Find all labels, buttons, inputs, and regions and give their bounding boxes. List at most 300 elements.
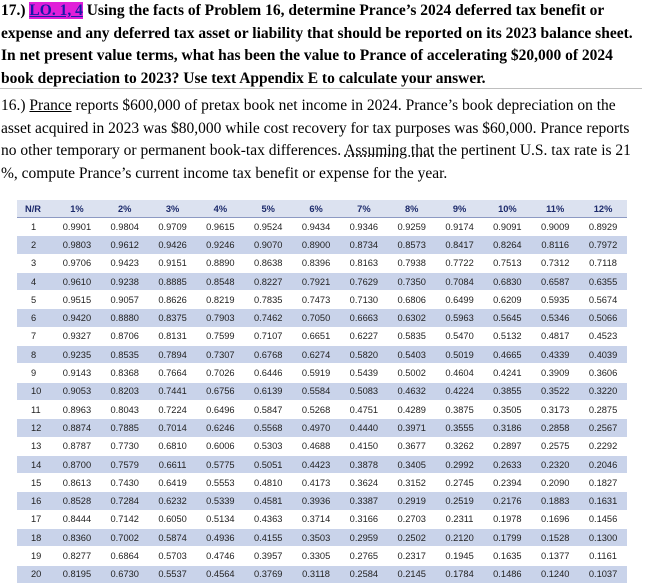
factor-cell: 0.2311 [436, 510, 484, 528]
factor-cell: 0.8368 [101, 364, 149, 382]
factor-cell: 0.5134 [196, 510, 244, 528]
factor-cell: 0.2765 [340, 547, 388, 565]
period-cell: 10 [17, 382, 53, 400]
factor-cell: 0.1696 [531, 510, 579, 528]
table-row [17, 455, 627, 473]
table-row [17, 327, 627, 345]
factor-cell: 0.6806 [388, 291, 436, 309]
factor-cell: 0.3387 [340, 492, 388, 510]
factor-cell: 0.1456 [579, 510, 627, 528]
factor-cell: 0.4817 [531, 327, 579, 345]
factor-cell: 0.2317 [388, 547, 436, 565]
factor-cell: 0.8626 [149, 291, 197, 309]
factor-cell: 0.1945 [436, 547, 484, 565]
factor-cell: 0.5847 [244, 400, 292, 418]
factor-cell: 0.6768 [244, 346, 292, 364]
factor-cell: 0.6355 [579, 272, 627, 290]
factor-cell: 0.3186 [483, 419, 531, 437]
table-row [17, 364, 627, 382]
factor-cell: 0.1784 [436, 565, 484, 583]
factor-cell: 0.5132 [483, 327, 531, 345]
factor-cell: 0.9803 [53, 236, 101, 254]
factor-cell: 0.8613 [53, 474, 101, 492]
factor-cell: 0.6663 [340, 309, 388, 327]
factor-cell: 0.5303 [244, 437, 292, 455]
factor-cell: 0.4155 [244, 529, 292, 547]
factor-cell: 0.9151 [149, 254, 197, 272]
factor-cell: 0.7142 [101, 510, 149, 528]
factor-cell: 0.1037 [579, 565, 627, 583]
factor-cell: 0.4688 [292, 437, 340, 455]
factor-cell: 0.9346 [340, 218, 388, 236]
factor-cell: 0.9070 [244, 236, 292, 254]
factor-cell: 0.5935 [531, 291, 579, 309]
factor-cell: 0.1883 [531, 492, 579, 510]
factor-cell: 0.8264 [483, 236, 531, 254]
factor-cell: 0.4241 [483, 364, 531, 382]
factor-cell: 0.2858 [531, 419, 579, 437]
period-cell: 9 [17, 364, 53, 382]
factor-cell: 0.2584 [340, 565, 388, 583]
factor-cell: 0.7473 [292, 291, 340, 309]
factor-cell: 0.7307 [196, 346, 244, 364]
factor-cell: 0.2320 [531, 455, 579, 473]
period-cell: 5 [17, 291, 53, 309]
problem-17 [1, 0, 641, 90]
factor-cell: 0.3166 [340, 510, 388, 528]
period-cell: 18 [17, 529, 53, 547]
table-row [17, 474, 627, 492]
factor-cell: 0.8929 [579, 218, 627, 236]
factor-cell: 0.2897 [483, 437, 531, 455]
column-header: 1% [53, 200, 101, 218]
factor-cell: 0.3505 [483, 400, 531, 418]
factor-cell: 0.7903 [196, 309, 244, 327]
factor-cell: 0.6499 [436, 291, 484, 309]
factor-cell: 0.7462 [244, 309, 292, 327]
factor-cell: 0.9804 [101, 218, 149, 236]
column-header: 11% [531, 200, 579, 218]
factor-cell: 0.1978 [483, 510, 531, 528]
period-cell: 16 [17, 492, 53, 510]
table-row [17, 254, 627, 272]
factor-cell: 0.6864 [101, 547, 149, 565]
factor-cell: 0.1377 [531, 547, 579, 565]
factor-cell: 0.3118 [292, 565, 340, 583]
factor-cell: 0.5674 [579, 291, 627, 309]
period-cell: 15 [17, 474, 53, 492]
factor-cell: 0.7107 [244, 327, 292, 345]
factor-cell: 0.3714 [292, 510, 340, 528]
factor-cell: 0.8787 [53, 437, 101, 455]
present-value-table [17, 200, 627, 580]
factor-cell: 0.6246 [196, 419, 244, 437]
factor-cell: 0.2519 [436, 492, 484, 510]
column-header: 10% [483, 200, 531, 218]
period-cell: 1 [17, 218, 53, 236]
factor-cell: 0.3405 [388, 455, 436, 473]
factor-cell: 0.9615 [196, 218, 244, 236]
factor-cell: 0.9053 [53, 382, 101, 400]
problem-16-number: 16.) [1, 97, 26, 114]
factor-cell: 0.3878 [340, 455, 388, 473]
factor-cell: 0.5002 [388, 364, 436, 382]
factor-cell: 0.6139 [244, 382, 292, 400]
section-divider [0, 88, 642, 89]
factor-cell: 0.7130 [340, 291, 388, 309]
factor-cell: 0.6810 [149, 437, 197, 455]
table-row [17, 346, 627, 364]
factor-cell: 0.5019 [436, 346, 484, 364]
factor-cell: 0.8203 [101, 382, 149, 400]
factor-cell: 0.3606 [579, 364, 627, 382]
table-row [17, 309, 627, 327]
period-cell: 14 [17, 455, 53, 473]
factor-cell: 0.9524 [244, 218, 292, 236]
factor-cell: 0.6006 [196, 437, 244, 455]
problem-16 [1, 95, 641, 185]
table-row [17, 218, 627, 236]
factor-cell: 0.7224 [149, 400, 197, 418]
factor-cell: 0.4339 [531, 346, 579, 364]
factor-cell: 0.5403 [388, 346, 436, 364]
factor-cell: 0.5963 [436, 309, 484, 327]
factor-cell: 0.9901 [53, 218, 101, 236]
factor-cell: 0.3624 [340, 474, 388, 492]
factor-cell: 0.9174 [436, 218, 484, 236]
factor-cell: 0.5775 [196, 455, 244, 473]
factor-cell: 0.8195 [53, 565, 101, 583]
period-cell: 7 [17, 327, 53, 345]
factor-cell: 0.8528 [53, 492, 101, 510]
factor-cell: 0.9515 [53, 291, 101, 309]
factor-cell: 0.5268 [292, 400, 340, 418]
factor-cell: 0.7002 [101, 529, 149, 547]
factor-cell: 0.1635 [483, 547, 531, 565]
factor-cell: 0.8131 [149, 327, 197, 345]
pv-factor-table [17, 200, 627, 583]
column-header: 12% [579, 200, 627, 218]
factor-cell: 0.5645 [483, 309, 531, 327]
factor-cell: 0.9610 [53, 272, 101, 290]
factor-cell: 0.1486 [483, 565, 531, 583]
factor-cell: 0.9143 [53, 364, 101, 382]
factor-cell: 0.8116 [531, 236, 579, 254]
factor-cell: 0.8573 [388, 236, 436, 254]
factor-cell: 0.5568 [244, 419, 292, 437]
factor-cell: 0.4440 [340, 419, 388, 437]
factor-cell: 0.4970 [292, 419, 340, 437]
column-header: 9% [436, 200, 484, 218]
factor-cell: 0.9612 [101, 236, 149, 254]
factor-cell: 0.2090 [531, 474, 579, 492]
factor-cell: 0.7938 [388, 254, 436, 272]
factor-cell: 0.4604 [436, 364, 484, 382]
factor-cell: 0.8734 [340, 236, 388, 254]
factor-cell: 0.4523 [579, 327, 627, 345]
factor-cell: 0.9235 [53, 346, 101, 364]
factor-cell: 0.4224 [436, 382, 484, 400]
factor-cell: 0.8890 [196, 254, 244, 272]
factor-cell: 0.1528 [531, 529, 579, 547]
company-name: Prance [29, 97, 72, 114]
factor-cell: 0.5820 [340, 346, 388, 364]
factor-cell: 0.3677 [388, 437, 436, 455]
factor-cell: 0.4746 [196, 547, 244, 565]
factor-cell: 0.5584 [292, 382, 340, 400]
factor-cell: 0.3555 [436, 419, 484, 437]
factor-cell: 0.7084 [436, 272, 484, 290]
factor-cell: 0.5537 [149, 565, 197, 583]
factor-cell: 0.7050 [292, 309, 340, 327]
column-header: 2% [101, 200, 149, 218]
factor-cell: 0.6227 [340, 327, 388, 345]
factor-cell: 0.8638 [244, 254, 292, 272]
factor-cell: 0.9327 [53, 327, 101, 345]
factor-cell: 0.3957 [244, 547, 292, 565]
period-cell: 2 [17, 236, 53, 254]
table-row [17, 529, 627, 547]
factor-cell: 0.6302 [388, 309, 436, 327]
factor-cell: 0.6730 [101, 565, 149, 583]
factor-cell: 0.3855 [483, 382, 531, 400]
factor-cell: 0.7664 [149, 364, 197, 382]
factor-cell: 0.8874 [53, 419, 101, 437]
factor-cell: 0.7430 [101, 474, 149, 492]
factor-cell: 0.4581 [244, 492, 292, 510]
factor-cell: 0.9238 [101, 272, 149, 290]
factor-cell: 0.4289 [388, 400, 436, 418]
factor-cell: 0.7014 [149, 419, 197, 437]
column-header: 4% [196, 200, 244, 218]
table-row [17, 547, 627, 565]
period-cell: 17 [17, 510, 53, 528]
period-cell: 19 [17, 547, 53, 565]
factor-cell: 0.2046 [579, 455, 627, 473]
factor-cell: 0.8548 [196, 272, 244, 290]
factor-cell: 0.2575 [531, 437, 579, 455]
factor-cell: 0.1300 [579, 529, 627, 547]
factor-cell: 0.8375 [149, 309, 197, 327]
factor-cell: 0.6274 [292, 346, 340, 364]
factor-cell: 0.3305 [292, 547, 340, 565]
factor-cell: 0.8963 [53, 400, 101, 418]
period-cell: 8 [17, 346, 53, 364]
factor-cell: 0.5919 [292, 364, 340, 382]
factor-cell: 0.5339 [196, 492, 244, 510]
factor-cell: 0.3769 [244, 565, 292, 583]
factor-cell: 0.7885 [101, 419, 149, 437]
factor-cell: 0.4564 [196, 565, 244, 583]
factor-cell: 0.8219 [196, 291, 244, 309]
factor-cell: 0.2176 [483, 492, 531, 510]
factor-cell: 0.9426 [149, 236, 197, 254]
factor-cell: 0.9420 [53, 309, 101, 327]
factor-cell: 0.4810 [244, 474, 292, 492]
factor-cell: 0.8163 [340, 254, 388, 272]
factor-cell: 0.6496 [196, 400, 244, 418]
factor-cell: 0.7441 [149, 382, 197, 400]
factor-cell: 0.8396 [292, 254, 340, 272]
factor-cell: 0.8417 [436, 236, 484, 254]
factor-cell: 0.2919 [388, 492, 436, 510]
factor-cell: 0.6050 [149, 510, 197, 528]
factor-cell: 0.5703 [149, 547, 197, 565]
period-cell: 13 [17, 437, 53, 455]
table-row [17, 400, 627, 418]
factor-cell: 0.8227 [244, 272, 292, 290]
factor-cell: 0.4173 [292, 474, 340, 492]
factor-cell: 0.3503 [292, 529, 340, 547]
factor-cell: 0.9706 [53, 254, 101, 272]
factor-cell: 0.8885 [149, 272, 197, 290]
table-row [17, 565, 627, 583]
factor-cell: 0.7579 [101, 455, 149, 473]
problem-17-number: 17.) [1, 2, 26, 19]
factor-cell: 0.9246 [196, 236, 244, 254]
factor-cell: 0.4632 [388, 382, 436, 400]
table-row [17, 272, 627, 290]
factor-cell: 0.5874 [149, 529, 197, 547]
factor-cell: 0.7026 [196, 364, 244, 382]
factor-cell: 0.4423 [292, 455, 340, 473]
period-cell: 6 [17, 309, 53, 327]
column-header: 8% [388, 200, 436, 218]
factor-cell: 0.7835 [244, 291, 292, 309]
factor-cell: 0.8535 [101, 346, 149, 364]
factor-cell: 0.2292 [579, 437, 627, 455]
factor-cell: 0.6756 [196, 382, 244, 400]
factor-cell: 0.3522 [531, 382, 579, 400]
factor-cell: 0.7312 [531, 254, 579, 272]
factor-cell: 0.2394 [483, 474, 531, 492]
table-row [17, 419, 627, 437]
factor-cell: 0.5051 [244, 455, 292, 473]
factor-cell: 0.7722 [436, 254, 484, 272]
factor-cell: 0.7921 [292, 272, 340, 290]
factor-cell: 0.9434 [292, 218, 340, 236]
table-body [17, 218, 627, 583]
factor-cell: 0.2145 [388, 565, 436, 583]
period-cell: 11 [17, 400, 53, 418]
factor-cell: 0.3909 [531, 364, 579, 382]
factor-cell: 0.2703 [388, 510, 436, 528]
column-header: N/R [17, 200, 53, 218]
factor-cell: 0.3152 [388, 474, 436, 492]
factor-cell: 0.9259 [388, 218, 436, 236]
column-header: 6% [292, 200, 340, 218]
factor-cell: 0.5439 [340, 364, 388, 382]
factor-cell: 0.2633 [483, 455, 531, 473]
problem-17-text: Using the facts of Problem 16, determine Prance’s 2024 deferred tax benefit or expense and any deferred tax asset or liability that should be reported on its 2023 balance sheet. In net present value terms, what has been the value to Prance of accelerating $20,000 of 2024 book depreciation to 2023? Use text Appendix E to calculate your answer. [1, 2, 633, 87]
factor-cell: 0.8700 [53, 455, 101, 473]
factor-cell: 0.5083 [340, 382, 388, 400]
factor-cell: 0.8444 [53, 510, 101, 528]
table-row [17, 236, 627, 254]
factor-cell: 0.7513 [483, 254, 531, 272]
period-cell: 20 [17, 565, 53, 583]
factor-cell: 0.3936 [292, 492, 340, 510]
factor-cell: 0.4665 [483, 346, 531, 364]
factor-cell: 0.4751 [340, 400, 388, 418]
table-row [17, 291, 627, 309]
factor-cell: 0.9423 [101, 254, 149, 272]
factor-cell: 0.5470 [436, 327, 484, 345]
factor-cell: 0.8043 [101, 400, 149, 418]
factor-cell: 0.2959 [340, 529, 388, 547]
factor-cell: 0.1799 [483, 529, 531, 547]
factor-cell: 0.9009 [531, 218, 579, 236]
factor-cell: 0.3971 [388, 419, 436, 437]
factor-cell: 0.3875 [436, 400, 484, 418]
factor-cell: 0.1631 [579, 492, 627, 510]
factor-cell: 0.8277 [53, 547, 101, 565]
factor-cell: 0.6209 [483, 291, 531, 309]
factor-cell: 0.6611 [149, 455, 197, 473]
factor-cell: 0.3220 [579, 382, 627, 400]
factor-cell: 0.1827 [579, 474, 627, 492]
factor-cell: 0.4039 [579, 346, 627, 364]
factor-cell: 0.9709 [149, 218, 197, 236]
factor-cell: 0.6830 [483, 272, 531, 290]
factor-cell: 0.4150 [340, 437, 388, 455]
factor-cell: 0.1240 [531, 565, 579, 583]
factor-cell: 0.9057 [101, 291, 149, 309]
problem-16-text-1: reports $600,000 of pretax book net income in 2024. Prance’s book depreciation on the asset acquired in 2023 was $80,000 while cost recovery for tax purposes was $60,000. Prance reports no other temporary or permanent book-tax differences. [1, 97, 630, 159]
factor-cell: 0.2745 [436, 474, 484, 492]
factor-cell: 0.5835 [388, 327, 436, 345]
factor-cell: 0.6419 [149, 474, 197, 492]
assuming-phrase: Assuming that [344, 142, 435, 159]
factor-cell: 0.3173 [531, 400, 579, 418]
factor-cell: 0.6651 [292, 327, 340, 345]
table-row [17, 382, 627, 400]
factor-cell: 0.7350 [388, 272, 436, 290]
factor-cell: 0.7972 [579, 236, 627, 254]
problem-16-text-2: the pertinent U.S. tax rate is 21 %, compute Prance’s current income tax benefit or expense for the year. [1, 142, 631, 182]
factor-cell: 0.7284 [101, 492, 149, 510]
factor-cell: 0.3262 [436, 437, 484, 455]
factor-cell: 0.5553 [196, 474, 244, 492]
factor-cell: 0.2875 [579, 400, 627, 418]
column-header: 3% [149, 200, 197, 218]
factor-cell: 0.2120 [436, 529, 484, 547]
factor-cell: 0.8880 [101, 309, 149, 327]
factor-cell: 0.4936 [196, 529, 244, 547]
factor-cell: 0.6587 [531, 272, 579, 290]
factor-cell: 0.7118 [579, 254, 627, 272]
table-row [17, 437, 627, 455]
factor-cell: 0.5066 [579, 309, 627, 327]
learning-objective-tag: LO. 1, 4 [29, 2, 83, 19]
period-cell: 3 [17, 254, 53, 272]
period-cell: 4 [17, 272, 53, 290]
factor-cell: 0.7730 [101, 437, 149, 455]
factor-cell: 0.7629 [340, 272, 388, 290]
table-header-row [17, 200, 627, 218]
column-header: 7% [340, 200, 388, 218]
column-header: 5% [244, 200, 292, 218]
factor-cell: 0.2992 [436, 455, 484, 473]
table-row [17, 492, 627, 510]
factor-cell: 0.8360 [53, 529, 101, 547]
factor-cell: 0.2567 [579, 419, 627, 437]
factor-cell: 0.5346 [531, 309, 579, 327]
factor-cell: 0.4363 [244, 510, 292, 528]
factor-cell: 0.8900 [292, 236, 340, 254]
factor-cell: 0.6446 [244, 364, 292, 382]
factor-cell: 0.6232 [149, 492, 197, 510]
